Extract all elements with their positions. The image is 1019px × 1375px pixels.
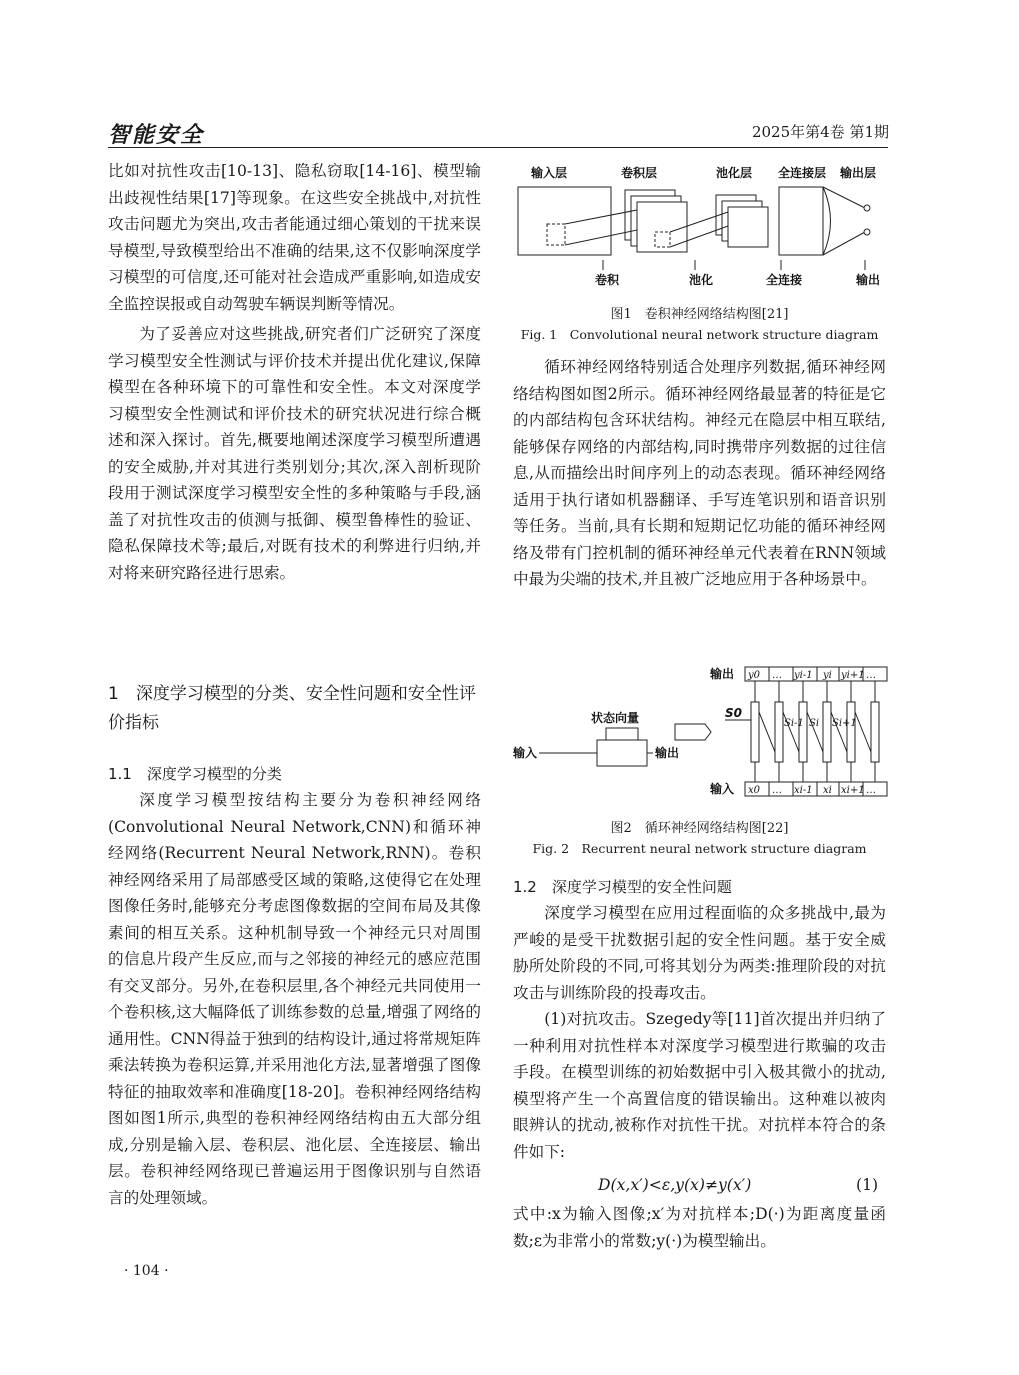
svg-text:yi: yi — [823, 670, 832, 681]
right-column-upper — [513, 354, 886, 593]
fig1-label-conv: 卷积 — [595, 273, 620, 287]
journal-logo: 智能安全 — [108, 122, 205, 148]
section-heading: 1 深度学习模型的分类、安全性问题和安全性评价指标 — [108, 684, 476, 733]
fig2-hidden: Si-1 — [784, 718, 804, 729]
fig2-caption-en: Fig. 2 Recurrent neural network structure diagram — [532, 841, 867, 856]
paragraph: 为了妥善应对这些挑战,研究者们广泛研究了深度学习模型安全性测试与评价技术并提出优化建议,保障模型在各种环境下的可靠性和安全性。本文对深度学习模型安全性测试和评价技术的研究状况进行综合概述和深入探讨。首先,概要地阐述深度学习模型所遭遇的安全威胁,并对其进行类别划分;其次,深入剖析现阶段用于测试深度学习模型安全性的多种策略与手段,涵盖了对抗性攻击的侦测与抵御、模型鲁棒性的验证、隐私保障技术等;最后,对既有技术的利弊进行归纳,并对将来研究路径进行思索。 — [108, 325, 481, 582]
fig1-label-pool-layer: 池化层 — [716, 166, 753, 180]
fig1-label-output: 输出 — [856, 273, 881, 287]
svg-text:xi+1: xi+1 — [841, 785, 865, 796]
svg-text:…: … — [866, 785, 876, 796]
right-column-bottom — [513, 1201, 886, 1254]
header-rule — [108, 147, 888, 148]
fig2-input-label: 输入 — [710, 782, 735, 796]
pool-layer-box — [728, 207, 768, 247]
svg-text:…: … — [866, 670, 876, 681]
paragraph: 式中:x为输入图像;x′为对抗样本;D(·)为距离度量函数;ε为非常小的常数;y(·)为模型输出。 — [513, 1205, 886, 1250]
svg-text:Si+1: Si+1 — [832, 718, 857, 729]
fc-layer — [779, 187, 823, 255]
paragraph: 比如对抗性攻击[10-13]、隐私窃取[14-16]、模型输出歧视性结果[17]等现象。在这些安全挑战中,对抗性攻击问题尤为突出,攻击者能通过细心策划的干扰来误导模型,导致模型给出不准确的结果,这不仅影响深度学习模型的可信度,还可能对社会造成严重影响,如造成安全监控误报或自动驾驶车辆误判断等情况。 — [108, 162, 481, 313]
left-column-lower — [108, 787, 481, 1211]
svg-text:xi: xi — [823, 785, 832, 796]
svg-text:yi+1: yi+1 — [841, 670, 865, 681]
fig1-label-conv-layer: 卷积层 — [621, 166, 658, 180]
unfold-arrow — [675, 724, 711, 740]
fig1-caption-cn: 图1 卷积神经网络结构图[21] — [610, 307, 789, 322]
cnn-figure — [513, 160, 888, 294]
output-node — [864, 229, 870, 235]
fig2-caption-cn: 图2 循环神经网络结构图[22] — [610, 821, 789, 836]
paragraph: 深度学习模型在应用过程面临的众多挑战中,最为严峻的是受干扰数据引起的安全性问题。基于安全威胁所处阶段的不同,可将其划分为两类:推理阶段的对抗攻击与训练阶段的投毒攻击。 — [513, 904, 886, 1002]
fig2-s0: S0 — [725, 706, 742, 720]
paragraph: 深度学习模型按结构主要分为卷积神经网络(Convolutional Neural Network,CNN)和循环神经网络(Recurrent Neural Network,RNN)。卷积神经网络采用了局部感受区域的策略,这使得它在处理图像任务时,能够充分考虑图像数据的空间布局及其像素间的相互关系。这种机制导致一个神经元只对周围的信息片段产生反应,而与之邻接的神经元的感应范围有交叉部分。另外,在卷积层里,各个神经元共同使用一个卷积核,这大幅降低了训练参数的总量,增强了网络的通用性。CNN得益于独到的结构设计,通过将常规矩阵乘法转换为卷积运算,并采用池化方法,显著增强了图像特征的抽取效率和准确度[18-20]。卷积神经网络结构图如图1所示,典型的卷积神经网络结构由五大部分组成,分别是输入层、卷积层、池化层、全连接层、输出层。卷积神经网络现已普遍运用于图像识别与自然语言的处理领域。 — [108, 791, 481, 1207]
rnn-figure — [513, 662, 888, 802]
page-number: · 104 · — [124, 1263, 169, 1279]
rnn-box — [597, 740, 647, 766]
issue-info: 2025年第4卷 第1期 — [751, 123, 889, 141]
svg-text:…: … — [772, 670, 782, 681]
fig1-caption-en: Fig. 1 Convolutional neural network structure diagram — [520, 327, 879, 342]
paragraph: (1)对抗攻击。Szegedy等[11]首次提出并归纳了一种利用对抗性样本对深度学习模型进行欺骗的攻击手段。在模型训练的初始数据中引入极其微小的扰动,模型将产生一个高置信度的错误输出。这种难以被肉眼辨认的扰动,被称作对抗性干扰。对抗样本符合的条件如下: — [513, 1010, 886, 1161]
svg-text:Si: Si — [809, 718, 820, 729]
left-column — [108, 158, 481, 586]
paragraph: 循环神经网络特别适合处理序列数据,循环神经网络结构图如图2所示。循环神经网络最显著的特征是它的内部结构包含环状结构。神经元在隐层中相互联结,能够保存网络的内部结构,同时携带序列数据的过往信息,从而描绘出时间序列上的动态表现。循环神经网络适用于执行诸如机器翻译、手写连笔识别和语音识别等任务。当前,具有长期和短期记忆功能的循环神经网络及带有门控机制的循环神经单元代表着在RNN领域中最为尖端的技术,并且被广泛地应用于各种场景中。 — [513, 358, 886, 588]
fig2-output-label: 输出 — [710, 667, 735, 681]
svg-text:yi-1: yi-1 — [794, 670, 813, 681]
output-node — [864, 205, 870, 211]
subsection-heading: 1.2 深度学习模型的安全性问题 — [513, 878, 732, 896]
fig1-label-pool: 池化 — [689, 273, 714, 287]
fig2-left-input: 输入 — [513, 746, 538, 760]
right-column-lower — [513, 900, 886, 1165]
fig2-x0: x0 — [748, 785, 761, 796]
svg-text:xi-1: xi-1 — [794, 785, 813, 796]
fig2-left-output: 输出 — [655, 746, 680, 760]
fig1-label-input-layer: 输入层 — [531, 166, 568, 180]
subsection-heading: 1.1 深度学习模型的分类 — [108, 765, 282, 783]
svg-text:…: … — [772, 785, 782, 796]
fig1-label-fc-layer: 全连接层 — [778, 166, 827, 180]
fig1-label-output-layer: 输出层 — [840, 166, 877, 180]
receptive-field — [547, 224, 565, 245]
equation-number: (1) — [856, 1176, 879, 1194]
fig2-y0: y0 — [748, 670, 761, 681]
fig1-label-fc: 全连接 — [766, 273, 803, 287]
equation: D(x,x′)<ε,y(x)≠y(x′) — [598, 1176, 752, 1194]
fig2-state-vector: 状态向量 — [591, 711, 640, 725]
